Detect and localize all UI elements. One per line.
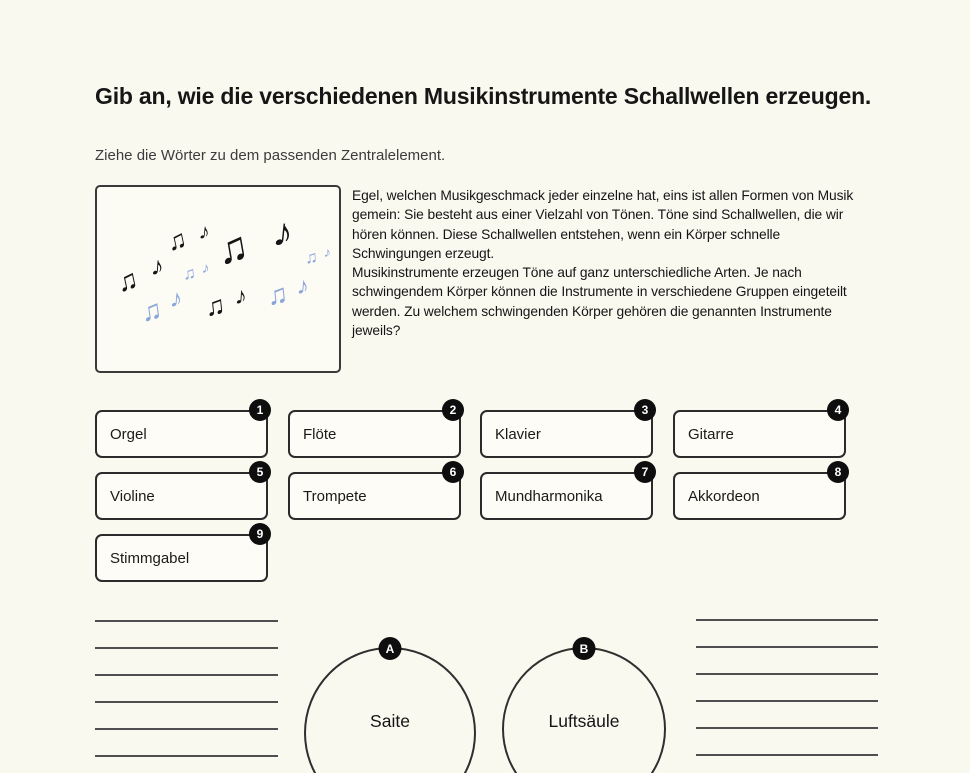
zone-badge-a: A (379, 637, 402, 660)
answer-rule-line (95, 620, 278, 622)
word-card-label: Mundharmonika (495, 487, 603, 505)
drop-zone-luftsaeule[interactable] (502, 641, 666, 773)
music-note-icon: ♪ (295, 272, 311, 301)
intro-text (352, 186, 872, 340)
word-card-number-badge: 2 (442, 399, 464, 421)
answer-lines-left (95, 620, 278, 773)
word-card-akkordeon[interactable] (673, 465, 846, 520)
word-card-number-badge: 5 (249, 461, 271, 483)
music-note-icon: ♫ (203, 290, 227, 322)
word-card-label: Violine (110, 487, 155, 505)
word-card-label: Gitarre (688, 425, 734, 443)
music-note-icon: ♫ (182, 263, 197, 284)
music-note-icon: ♪ (201, 259, 211, 278)
instruction-text: Ziehe die Wörter zu dem passenden Zentralelement. (95, 147, 446, 164)
word-card-klavier[interactable] (480, 403, 653, 458)
music-note-icon: ♪ (234, 282, 248, 311)
answer-rule-line (696, 727, 878, 729)
word-card-number-badge: 3 (634, 399, 656, 421)
zone-label-luftsaeule: Luftsäule (548, 711, 620, 731)
answer-rule-line (95, 755, 278, 757)
word-card-number-badge: 4 (827, 399, 849, 421)
word-card-stimmgabel[interactable] (95, 527, 268, 582)
answer-rule-line (95, 701, 278, 703)
word-card-violine[interactable] (95, 465, 268, 520)
answer-rule-line (696, 646, 878, 648)
word-card-orgel[interactable] (95, 403, 268, 458)
answer-rule-line (95, 647, 278, 649)
answer-rule-line (696, 700, 878, 702)
answer-rule-line (696, 619, 878, 621)
music-note-icon: ♪ (197, 218, 212, 245)
music-note-icon: ♪ (323, 243, 332, 261)
music-note-icon: ♫ (304, 247, 319, 268)
word-card-number-badge: 1 (249, 399, 271, 421)
music-notes-image (95, 185, 341, 373)
music-note-icon: ♫ (138, 293, 164, 328)
music-note-icon: ♪ (168, 284, 184, 314)
word-card-label: Orgel (110, 425, 147, 443)
word-card-number-badge: 9 (249, 523, 271, 545)
music-note-icon: ♫ (265, 277, 290, 312)
music-note-icon: ♫ (164, 223, 190, 257)
zone-badge-b: B (573, 637, 596, 660)
word-card-label: Flöte (303, 425, 337, 443)
word-card-label: Akkordeon (688, 487, 760, 505)
word-card-number-badge: 6 (442, 461, 464, 483)
intro-paragraph-1: Egel, welchen Musikgeschmack jeder einzelne hat, eins ist allen Formen von Musik gemein: Sie besteht aus einer Vielzahl von Tönen. Töne sind Schallwellen, die wir hören können. Diese Schallwellen entstehen, wenn ein Körper schnelle Schwingungen erzeugt. (352, 188, 854, 261)
music-note-icon: ♫ (113, 263, 141, 298)
answer-rule-line (95, 674, 278, 676)
zone-label-saite: Saite (370, 711, 410, 731)
word-card-gitarre[interactable] (673, 403, 846, 458)
music-note-icon: ♪ (149, 250, 166, 282)
answer-lines-right (696, 619, 878, 773)
answer-rule-line (696, 673, 878, 675)
word-card-number-badge: 8 (827, 461, 849, 483)
word-card-label: Stimmgabel (110, 549, 190, 567)
page-title: Gib an, wie die verschiedenen Musikinstrumente Schallwellen erzeugen. (95, 83, 872, 109)
intro-paragraph-2: Musikinstrumente erzeugen Töne auf ganz unterschiedliche Arten. Je nach schwingendem Körper können die Instrumente in verschiedene Gruppen eingeteilt werden. Zu welchem schwingenden Körper gehören die genannten Instrumente jeweils? (352, 265, 847, 339)
word-card-fl-te[interactable] (288, 403, 461, 458)
word-card-trompete[interactable] (288, 465, 461, 520)
answer-rule-line (95, 728, 278, 730)
music-note-icon: ♫ (213, 221, 253, 274)
answer-rule-line (696, 754, 878, 756)
drop-zone-saite[interactable] (304, 641, 476, 773)
word-card-mundharmonika[interactable] (480, 465, 653, 520)
music-note-icon: ♪ (270, 210, 296, 256)
word-card-number-badge: 7 (634, 461, 656, 483)
word-card-label: Trompete (303, 487, 367, 505)
word-card-label: Klavier (495, 425, 541, 443)
